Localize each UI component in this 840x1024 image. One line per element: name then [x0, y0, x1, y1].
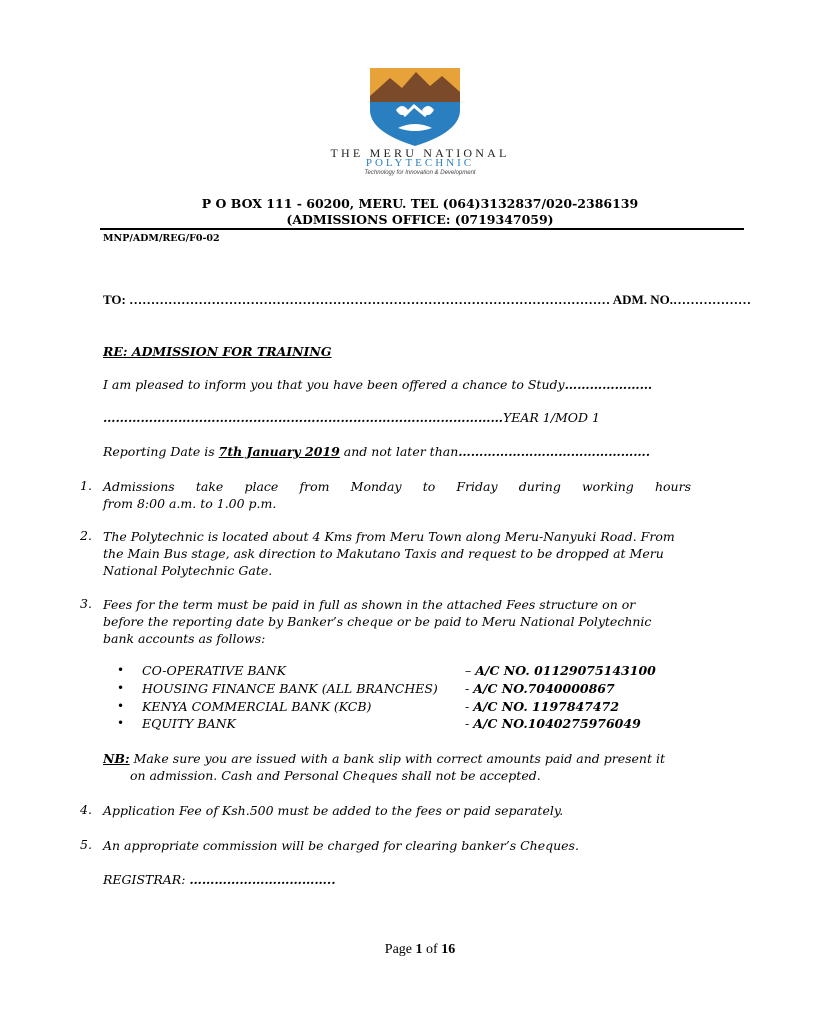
bullet: • [117, 716, 125, 730]
item-3-line2: before the reporting date by Banker’s cheque or be paid to Meru National Polytechnic [103, 614, 652, 629]
acc-number: A/C NO.7040000867 [473, 681, 615, 696]
acc-number: A/C NO. 01129075143100 [475, 663, 656, 678]
registrar-dots: …………………………….. [189, 872, 336, 887]
page-prefix: Page [384, 942, 416, 957]
nb-text: Make sure you are issued with a bank slip with correct amounts paid and present it [129, 751, 665, 766]
to-field [103, 292, 751, 308]
acc-number: A/C NO.1040275976049 [473, 716, 641, 731]
item-1-line1: Admissions take place from Monday to Friday during working hours [103, 479, 691, 494]
year-label: YEAR 1/MOD 1 [503, 410, 600, 425]
admissions-line: (ADMISSIONS OFFICE: (0719347059) [286, 212, 554, 227]
reporting-dots: ………………………………………. [458, 444, 651, 459]
acc-dash: - [465, 681, 474, 696]
registrar-label: REGISTRAR: [103, 872, 190, 887]
item-5-line1: An appropriate commission will be charged for clearing banker’s Cheques. [103, 838, 579, 853]
bank-account [465, 663, 656, 678]
bank-name: CO-OPERATIVE BANK [142, 663, 286, 678]
item-4-line1: Application Fee of Ksh.500 must be added to the fees or paid separately. [103, 803, 564, 818]
item-2-line1: The Polytechnic is located about 4 Kms from Meru Town along Meru-Nanyuki Road. From [103, 529, 675, 544]
item-number: 3. [80, 596, 92, 611]
page-number [0, 942, 840, 958]
registrar-line [103, 872, 693, 887]
course-dots: …………………………………………………………………………………… [103, 410, 503, 425]
acc-number: A/C NO. 1197847472 [473, 699, 620, 714]
course-line [103, 410, 693, 425]
acc-dash: - [465, 716, 474, 731]
reference-code: MNP/ADM/REG/F0-02 [103, 233, 220, 244]
logo-subtitle: POLYTECHNIC [365, 157, 475, 169]
item-3-line1: Fees for the term must be paid in full as shown in the attached Fees structure on or [103, 597, 636, 612]
page-total: 16 [441, 942, 456, 957]
bank-name: HOUSING FINANCE BANK (ALL BRANCHES) [142, 681, 438, 696]
intro-line [103, 377, 693, 392]
bank-name: KENYA COMMERCIAL BANK (KCB) [142, 699, 372, 714]
to-dots: ………………………………………………………………………………………………… [129, 292, 611, 307]
item-2-line2: the Main Bus stage, ask direction to Makutano Taxis and request to be dropped at Meru [103, 546, 664, 561]
item-2-line3: National Polytechnic Gate. [103, 563, 273, 578]
item-3-line3: bank accounts as follows: [103, 631, 266, 646]
bank-name: EQUITY BANK [142, 716, 236, 731]
item-number: 1. [80, 478, 92, 493]
letter-heading: RE: ADMISSION FOR TRAINING [103, 344, 332, 359]
acc-dash: - [465, 699, 474, 714]
nb-label: NB: [103, 751, 130, 766]
adm-label: ADM. NO. [612, 292, 673, 307]
page-of: of [422, 942, 442, 957]
item-number: 2. [80, 528, 92, 543]
to-label: TO: [103, 292, 126, 307]
item-number: 4. [80, 802, 92, 817]
bank-account [465, 716, 641, 731]
bullet: • [117, 699, 125, 713]
acc-dash: – [465, 663, 476, 678]
reporting-date: 7th January 2019 [218, 444, 340, 459]
page-current: 1 [415, 942, 423, 957]
reporting-prefix: Reporting Date is [103, 444, 219, 459]
reporting-suffix: and not later than [339, 444, 459, 459]
logo-name: THE MERU NATIONAL [330, 146, 510, 160]
bullet: • [117, 681, 125, 695]
bullet: • [117, 663, 125, 677]
nb-line2: on admission. Cash and Personal Cheques shall not be accepted. [130, 768, 541, 783]
nb-line1 [103, 750, 715, 767]
intro-text: I am pleased to inform you that you have been offered a chance to Study [103, 377, 565, 392]
item-1-line2: from 8:00 a.m. to 1.00 p.m. [103, 496, 277, 511]
reporting-line [103, 444, 693, 459]
polytechnic-logo [368, 66, 462, 148]
intro-dots: ………………… [564, 377, 653, 392]
logo-tagline: Technology for Innovation & Development [364, 170, 476, 176]
bank-account [465, 699, 619, 714]
address-line: P O BOX 111 - 60200, MERU. TEL (064)3132837/020-2386139 [201, 196, 639, 211]
adm-dots: ……………… [672, 292, 751, 307]
bank-account [465, 681, 615, 696]
item-number: 5. [80, 837, 92, 852]
header-rule [100, 228, 744, 230]
